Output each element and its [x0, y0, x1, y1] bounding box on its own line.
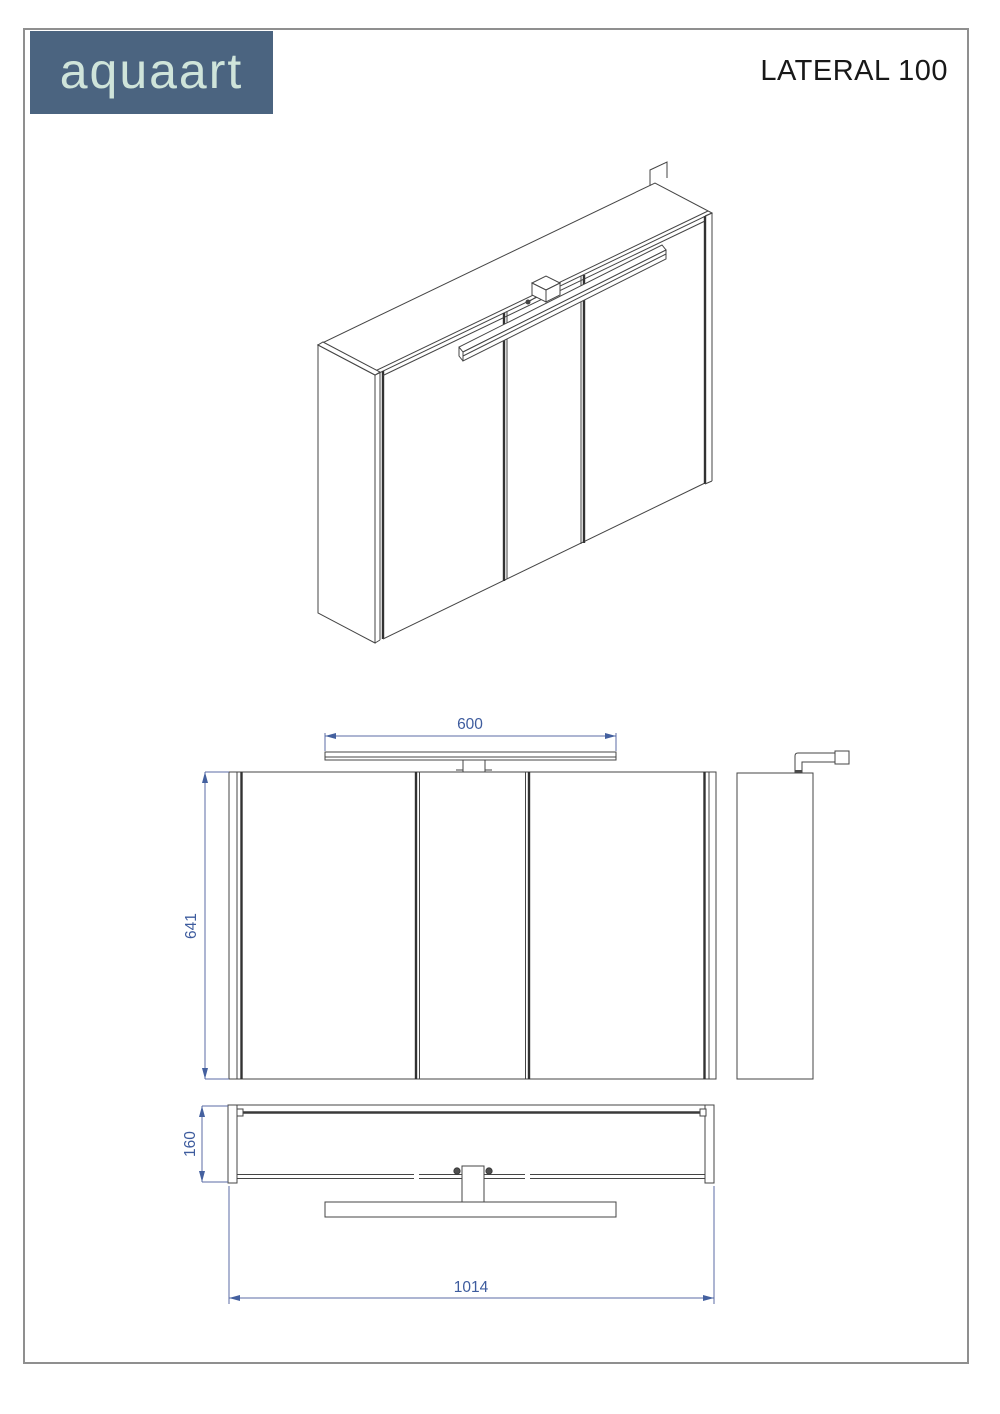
dim-641-label: 641: [183, 913, 200, 939]
wall-rail-notch: [650, 162, 667, 186]
light-arm-side: [795, 751, 849, 773]
brand-logo-text: aquaart: [59, 42, 244, 99]
light-bar-plan: [325, 1202, 616, 1217]
cabinet-side-outline: [737, 773, 813, 1079]
cabinet-left-panel: [318, 345, 375, 643]
light-head-side: [835, 751, 849, 764]
plan-left-wall: [228, 1105, 237, 1183]
cabinet-top-face: [318, 183, 712, 375]
model-title: LATERAL 100: [760, 55, 948, 87]
arm-screw-left: [454, 1168, 460, 1174]
isometric-view: [318, 162, 712, 643]
dimension-cabinet-depth: [182, 1106, 228, 1182]
side-view: [737, 751, 849, 1079]
bracket-screw-iso: [526, 300, 531, 305]
dimension-cabinet-height: [183, 772, 229, 1079]
cabinet-front-outline: [229, 772, 716, 1079]
dim-160-label: 160: [182, 1131, 199, 1157]
light-bar-front: [325, 752, 616, 772]
arm-screw-right: [486, 1168, 492, 1174]
front-view: [229, 752, 716, 1079]
dim-1014-label: 1014: [453, 1279, 489, 1296]
dimension-light-width: [325, 716, 616, 751]
dim-600-label: 600: [457, 716, 483, 733]
plan-right-wall: [705, 1105, 714, 1183]
plan-view: [228, 1105, 714, 1217]
light-arm-plan: [462, 1166, 484, 1203]
